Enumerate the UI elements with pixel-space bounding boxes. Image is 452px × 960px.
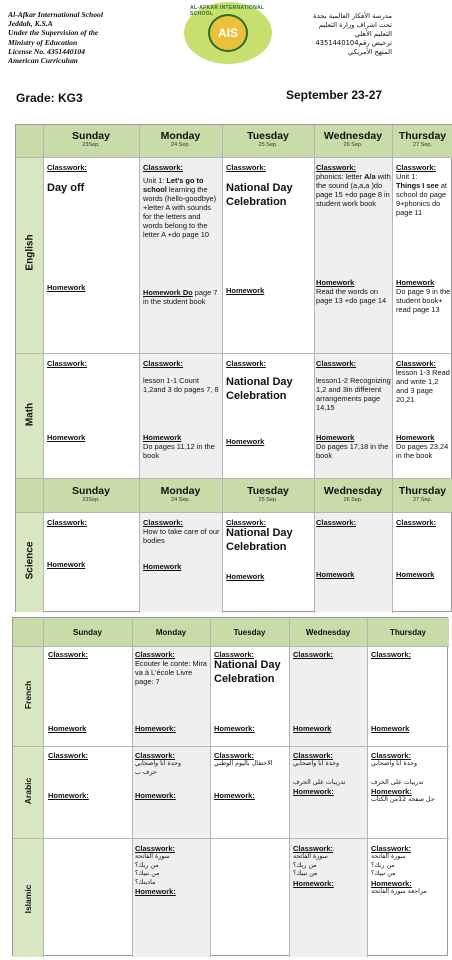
t2-day-sunday: Sunday <box>73 628 102 637</box>
supervision-ar: تحت اشراف وزارة التعليم <box>318 21 392 29</box>
french-monday: Classwork: Ecouter le conte: Mira va à L'école Livre page: 7 Homework: <box>135 650 207 733</box>
ministry-line: Ministry of Education <box>8 37 78 47</box>
arabic-thursday: Classwork: وحدة أنا وأصحابي تدريبات على الحرف Homework: حل صفحة 12من الكتاب <box>371 751 435 803</box>
sci-day-sunday: Sunday 23Sep. <box>72 485 110 503</box>
science-monday: Classwork: How to take care of our bodies Homework <box>143 518 220 571</box>
school-logo: AL-AFKAR INTERNATIONAL SCHOOL AIS <box>184 2 272 64</box>
day-header-wednesday: Wednesday 26 Sep. <box>323 130 383 148</box>
subject-french: French <box>23 680 33 710</box>
schedule-table-languages <box>12 617 448 956</box>
science-thursday: Classwork: Homework <box>396 518 437 579</box>
license-ar: ترخيص رقم4351440104 <box>315 39 392 47</box>
science-tuesday: Classwork: National Day Celebration Homework <box>226 518 293 581</box>
sci-day-wednesday: Wednesday 26 Sep. <box>323 485 383 503</box>
subject-arabic: Arabic <box>23 777 33 805</box>
license-line: License No. 4351440104 <box>8 46 85 56</box>
t2-day-thursday: Thursday <box>389 628 426 637</box>
english-thursday: Classwork: Unit 1: Things I see at school do page 9+phonics do page 11 Homework Do page 9 in the student book+ read page 13 <box>396 163 451 314</box>
subject-science: Science <box>24 541 36 580</box>
schedule-table-main <box>15 124 452 612</box>
sci-day-monday: Monday 24 Sep. <box>160 485 201 503</box>
school-name-ar: مدرسة الأفكار العالمية بجدة <box>313 12 392 20</box>
french-sunday: Classwork: Homework <box>48 650 89 733</box>
t2-day-monday: Monday <box>155 628 187 637</box>
sci-day-thursday: Thursday 27 Sep. <box>398 485 447 503</box>
islamic-wednesday: Classwork: سورة الفاتحة من ربك؟ من نبيك؟ Homework: <box>293 844 334 888</box>
french-thursday: Classwork: Homework <box>371 650 412 733</box>
subject-islamic: Islamic <box>23 884 33 914</box>
day-header-sunday: Sunday 23Sep. <box>72 130 110 148</box>
arabic-sunday: Classwork: Homework: <box>48 751 89 800</box>
math-monday: Classwork: lesson 1-1 Count 1,2and 3 do pages 7, 8 Homework Do pages 11,12 in the book <box>143 359 219 460</box>
arabic-tuesday: Classwork: الاحتفال باليوم الوطني Homework: <box>214 751 273 800</box>
subject-math: Math <box>24 402 36 427</box>
school-name: Al-Afkar International School <box>8 10 103 19</box>
day-header-thursday: Thursday 27 Sep. <box>398 130 447 148</box>
logo-text: AIS <box>208 14 248 52</box>
islamic-thursday: Classwork: سورة الفاتحة من ربك؟ من نبيك؟ Homework: مراجعة سورة الفاتحة <box>371 844 427 895</box>
english-tuesday: Classwork: National Day Celebration Homework <box>226 163 293 295</box>
education-ar: التعليم الأهلي <box>354 30 392 38</box>
curriculum-ar: المنهج الأمريكي <box>347 48 392 56</box>
t2-day-tuesday: Tuesday <box>233 628 266 637</box>
science-sunday: Classwork: Homework <box>47 518 88 569</box>
school-info-arabic <box>313 12 392 57</box>
english-monday: Classwork: Unit 1: Let's go to school learning the words (hello-goodbye) +letter A with sounds for the letters and words belong to the letter A +do page 10 Homework Do page 7 in the student book <box>143 163 218 306</box>
week-label: September 23-27 <box>286 88 383 102</box>
subject-english: English <box>24 234 36 271</box>
supervision-line: Under the Supervision of the <box>8 28 99 38</box>
math-tuesday: Classwork: National Day Celebration Homework <box>226 359 293 446</box>
french-tuesday: Classwork: National Day Celebration Homework: <box>214 650 281 733</box>
school-info-english <box>8 10 103 65</box>
day-header-tuesday: Tuesday 25 Sep. <box>247 130 289 148</box>
science-wednesday: Classwork: Homework <box>316 518 357 579</box>
sci-day-tuesday: Tuesday 25 Sep. <box>247 485 289 503</box>
t2-day-wednesday: Wednesday <box>305 628 351 637</box>
math-wednesday: Classwork: lesson1-2 Recognizing 1,2 and 3in different arrangements page 14,15 Homework Do pages 17,18 in the book <box>316 359 391 460</box>
curriculum-line: American Curriculum <box>8 56 78 66</box>
math-thursday: Classwork: lesson 1-3 Read and write 1,2 and 3 page 20,21 Homework Do pages 23,24 in the book <box>396 359 450 460</box>
islamic-monday: Classwork: سورة الفاتحة من ربك؟ من نبيك؟ مادينك؟ Homework: <box>135 844 176 896</box>
arabic-monday: Classwork: وحدة أنا وأصحابي حرف ب Homework: <box>135 751 182 800</box>
day-header-monday: Monday 24 Sep. <box>160 130 201 148</box>
school-city: Jeddah, K.S.A <box>8 19 53 29</box>
math-sunday: Classwork: Homework <box>47 359 88 442</box>
english-sunday: Classwork: Day off Homework <box>47 163 88 292</box>
french-wednesday: Classwork: Homework <box>293 650 334 733</box>
grade-label: Grade: KG3 <box>16 91 83 105</box>
english-wednesday: Classwork: phonics: letter A/a with the sound (a,a,a )do page 15 +do page 8 in student work book Homework Read the words on page 13 +do page 14 <box>316 163 391 305</box>
arabic-wednesday: Classwork: وحدة أنا وأصحابي تدريبات على الحرف Homework: <box>293 751 346 796</box>
